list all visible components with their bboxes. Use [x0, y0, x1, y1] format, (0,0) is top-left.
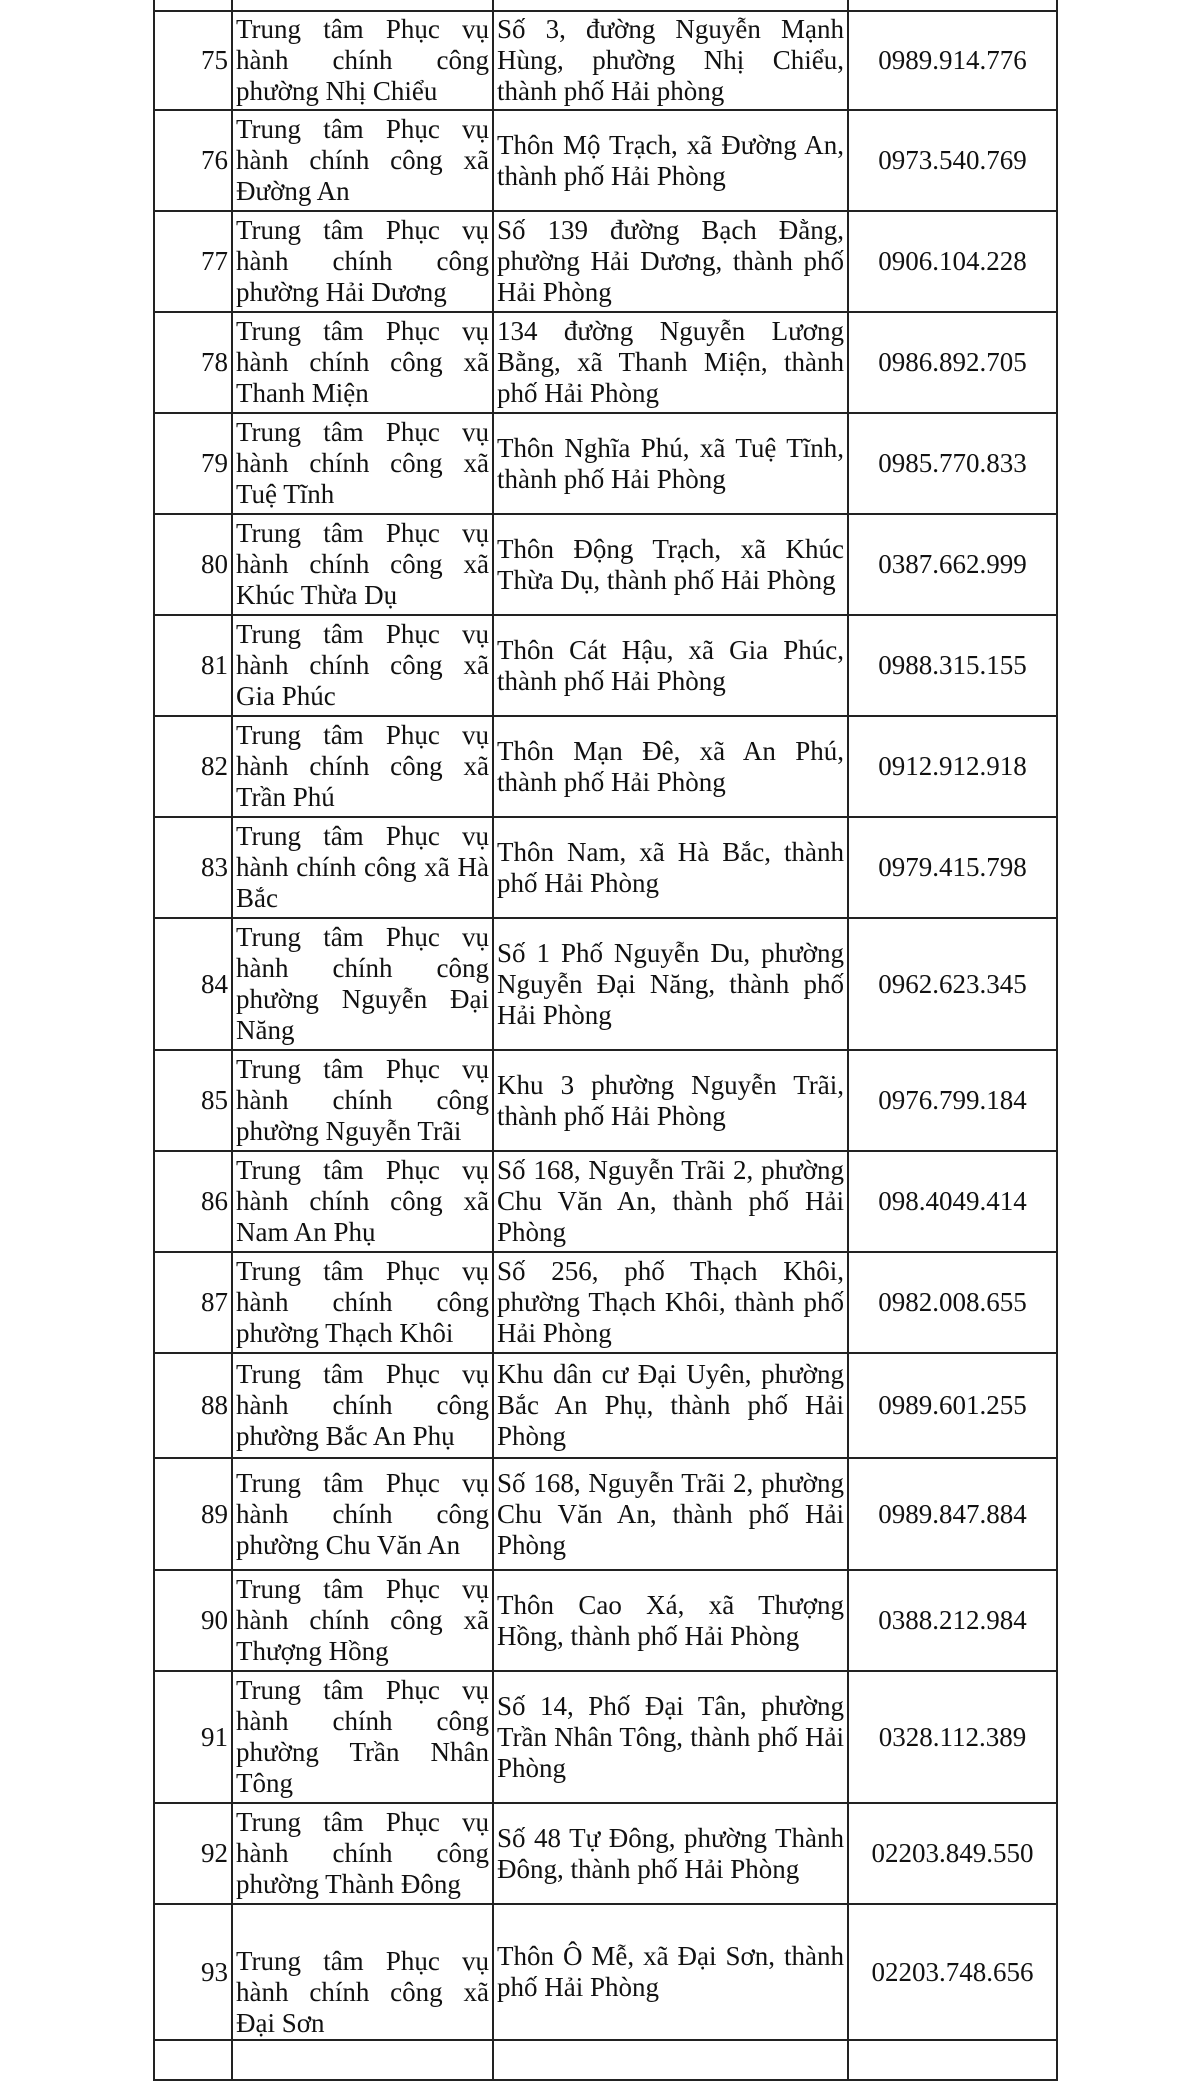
center-phone: 02203.748.656 [848, 1904, 1057, 2040]
center-address: Số 168, Nguyễn Trãi 2, phường Chu Văn An, thành phố Hải Phòng [493, 1151, 848, 1252]
center-address: Số 139 đường Bạch Đằng, phường Hải Dương, thành phố Hải Phòng [493, 211, 848, 312]
center-address: Số 1 Phố Nguyễn Du, phường Nguyễn Đại Năng, thành phố Hải Phòng [493, 918, 848, 1050]
center-address: Số 256, phố Thạch Khôi, phường Thạch Khôi, thành phố Hải Phòng [493, 1252, 848, 1353]
center-name: Trung tâm Phục vụ hành chính công phường Trần Nhân Tông [232, 1671, 493, 1803]
center-name: Trung tâm Phục vụ hành chính công xã Hà Bắc [232, 817, 493, 918]
table-row [154, 1353, 1057, 1458]
center-name: Trung tâm Phục vụ hành chính công phường Thạch Khôi [232, 1252, 493, 1353]
center-address: Thôn Nam, xã Hà Bắc, thành phố Hải Phòng [493, 817, 848, 918]
table-row [154, 413, 1057, 514]
center-phone: 0962.623.345 [848, 918, 1057, 1050]
table-row [154, 1570, 1057, 1671]
center-phone: 0988.315.155 [848, 615, 1057, 716]
center-phone: 0328.112.389 [848, 1671, 1057, 1803]
center-phone: 0912.912.918 [848, 716, 1057, 817]
center-address: Khu 3 phường Nguyễn Trãi, thành phố Hải Phòng [493, 1050, 848, 1151]
center-address: Thôn Cao Xá, xã Thượng Hồng, thành phố Hải Phòng [493, 1570, 848, 1671]
table-row [154, 110, 1057, 211]
row-number: 93 [154, 1904, 232, 2040]
center-phone: 0387.662.999 [848, 514, 1057, 615]
center-phone: 0982.008.655 [848, 1252, 1057, 1353]
center-phone: 098.4049.414 [848, 1151, 1057, 1252]
table-row [154, 918, 1057, 1050]
row-number: 82 [154, 716, 232, 817]
row-number: 85 [154, 1050, 232, 1151]
center-phone: 0989.914.776 [848, 11, 1057, 110]
center-phone [848, 2040, 1057, 2080]
table-row [154, 1050, 1057, 1151]
row-number [154, 0, 232, 11]
table-row [154, 1671, 1057, 1803]
center-name: Trung tâm Phục vụ hành chính công xã Thượng Hồng [232, 1570, 493, 1671]
center-address: Thôn Động Trạch, xã Khúc Thừa Dụ, thành phố Hải Phòng [493, 514, 848, 615]
center-address: Thôn Mộ Trạch, xã Đường An, thành phố Hải Phòng [493, 110, 848, 211]
center-phone: 0979.415.798 [848, 817, 1057, 918]
table-row [154, 11, 1057, 110]
table-row [154, 1458, 1057, 1570]
table-row [154, 514, 1057, 615]
row-number: 84 [154, 918, 232, 1050]
center-name: Trung tâm Phục vụ hành chính công phường Nguyễn Trãi [232, 1050, 493, 1151]
center-name: Trung tâm Phục vụ hành chính công xã Thanh Miện [232, 312, 493, 413]
center-name: Trung tâm Phục vụ hành chính công xã Trần Phú [232, 716, 493, 817]
center-address: Số 14, Phố Đại Tân, phường Trần Nhân Tông, thành phố Hải Phòng [493, 1671, 848, 1803]
center-address: 134 đường Nguyễn Lương Bằng, xã Thanh Miện, thành phố Hải Phòng [493, 312, 848, 413]
center-name: Trung tâm Phục vụ hành chính công xã Đại Sơn [232, 1904, 493, 2040]
center-address: Thôn Mạn Đê, xã An Phú, thành phố Hải Phòng [493, 716, 848, 817]
row-number: 78 [154, 312, 232, 413]
center-name: Trung tâm Phục vụ hành chính công xã Tuệ Tĩnh [232, 413, 493, 514]
row-number: 90 [154, 1570, 232, 1671]
table-row [154, 312, 1057, 413]
center-name: Trung tâm Phục vụ hành chính công xã Đường An [232, 110, 493, 211]
center-phone: 0388.212.984 [848, 1570, 1057, 1671]
row-number: 91 [154, 1671, 232, 1803]
center-phone: 0906.104.228 [848, 211, 1057, 312]
row-number: 81 [154, 615, 232, 716]
center-phone: 0985.770.833 [848, 413, 1057, 514]
center-phone: 0989.601.255 [848, 1353, 1057, 1458]
center-phone: 0976.799.184 [848, 1050, 1057, 1151]
center-address: Khu dân cư Đại Uyên, phường Bắc An Phụ, thành phố Hải Phòng [493, 1353, 848, 1458]
center-name: Trung tâm Phục vụ hành chính công phường Thành Đông [232, 1803, 493, 1904]
table-row [154, 1252, 1057, 1353]
center-name: Trung tâm Phục vụ hành chính công xã Khúc Thừa Dụ [232, 514, 493, 615]
row-number: 77 [154, 211, 232, 312]
center-name: Trung tâm Phục vụ hành chính công phường Nhị Chiểu [232, 11, 493, 110]
center-phone [848, 0, 1057, 11]
row-number: 86 [154, 1151, 232, 1252]
center-address: Thôn Ô Mễ, xã Đại Sơn, thành phố Hải Phòng [493, 1904, 848, 2040]
row-number: 83 [154, 817, 232, 918]
center-name: Trung tâm Phục vụ hành chính công phường Hải Dương [232, 211, 493, 312]
table-row [154, 2040, 1057, 2080]
row-number: 75 [154, 11, 232, 110]
row-number: 92 [154, 1803, 232, 1904]
center-address: Số 168, Nguyễn Trãi 2, phường Chu Văn An, thành phố Hải Phòng [493, 1458, 848, 1570]
center-name: Trung tâm Phục vụ hành chính công xã Nam An Phụ [232, 1151, 493, 1252]
table-row [154, 1151, 1057, 1252]
center-phone: 0989.847.884 [848, 1458, 1057, 1570]
center-phone: 02203.849.550 [848, 1803, 1057, 1904]
center-address [493, 2040, 848, 2080]
center-name [232, 0, 493, 11]
center-address: Thôn Nghĩa Phú, xã Tuệ Tĩnh, thành phố Hải Phòng [493, 413, 848, 514]
table-row [154, 716, 1057, 817]
table-row [154, 211, 1057, 312]
center-name: Trung tâm Phục vụ hành chính công phường Nguyễn Đại Năng [232, 918, 493, 1050]
center-name: Trung tâm Phục vụ hành chính công xã Gia Phúc [232, 615, 493, 716]
center-address: Số 3, đường Nguyễn Mạnh Hùng, phường Nhị Chiểu, thành phố Hải phòng [493, 11, 848, 110]
center-phone: 0973.540.769 [848, 110, 1057, 211]
row-number: 76 [154, 110, 232, 211]
service-center-table [153, 0, 1058, 2081]
row-number: 89 [154, 1458, 232, 1570]
center-address: Thôn Cát Hậu, xã Gia Phúc, thành phố Hải Phòng [493, 615, 848, 716]
center-name: Trung tâm Phục vụ hành chính công phường Chu Văn An [232, 1458, 493, 1570]
table-row [154, 1904, 1057, 2040]
table-row [154, 1803, 1057, 1904]
center-phone: 0986.892.705 [848, 312, 1057, 413]
table-row [154, 817, 1057, 918]
table-row [154, 615, 1057, 716]
center-name [232, 2040, 493, 2080]
row-number: 88 [154, 1353, 232, 1458]
table-row [154, 0, 1057, 11]
center-address: Số 48 Tự Đông, phường Thành Đông, thành phố Hải Phòng [493, 1803, 848, 1904]
center-address [493, 0, 848, 11]
row-number: 87 [154, 1252, 232, 1353]
row-number: 79 [154, 413, 232, 514]
center-name: Trung tâm Phục vụ hành chính công phường Bắc An Phụ [232, 1353, 493, 1458]
row-number [154, 2040, 232, 2080]
row-number: 80 [154, 514, 232, 615]
